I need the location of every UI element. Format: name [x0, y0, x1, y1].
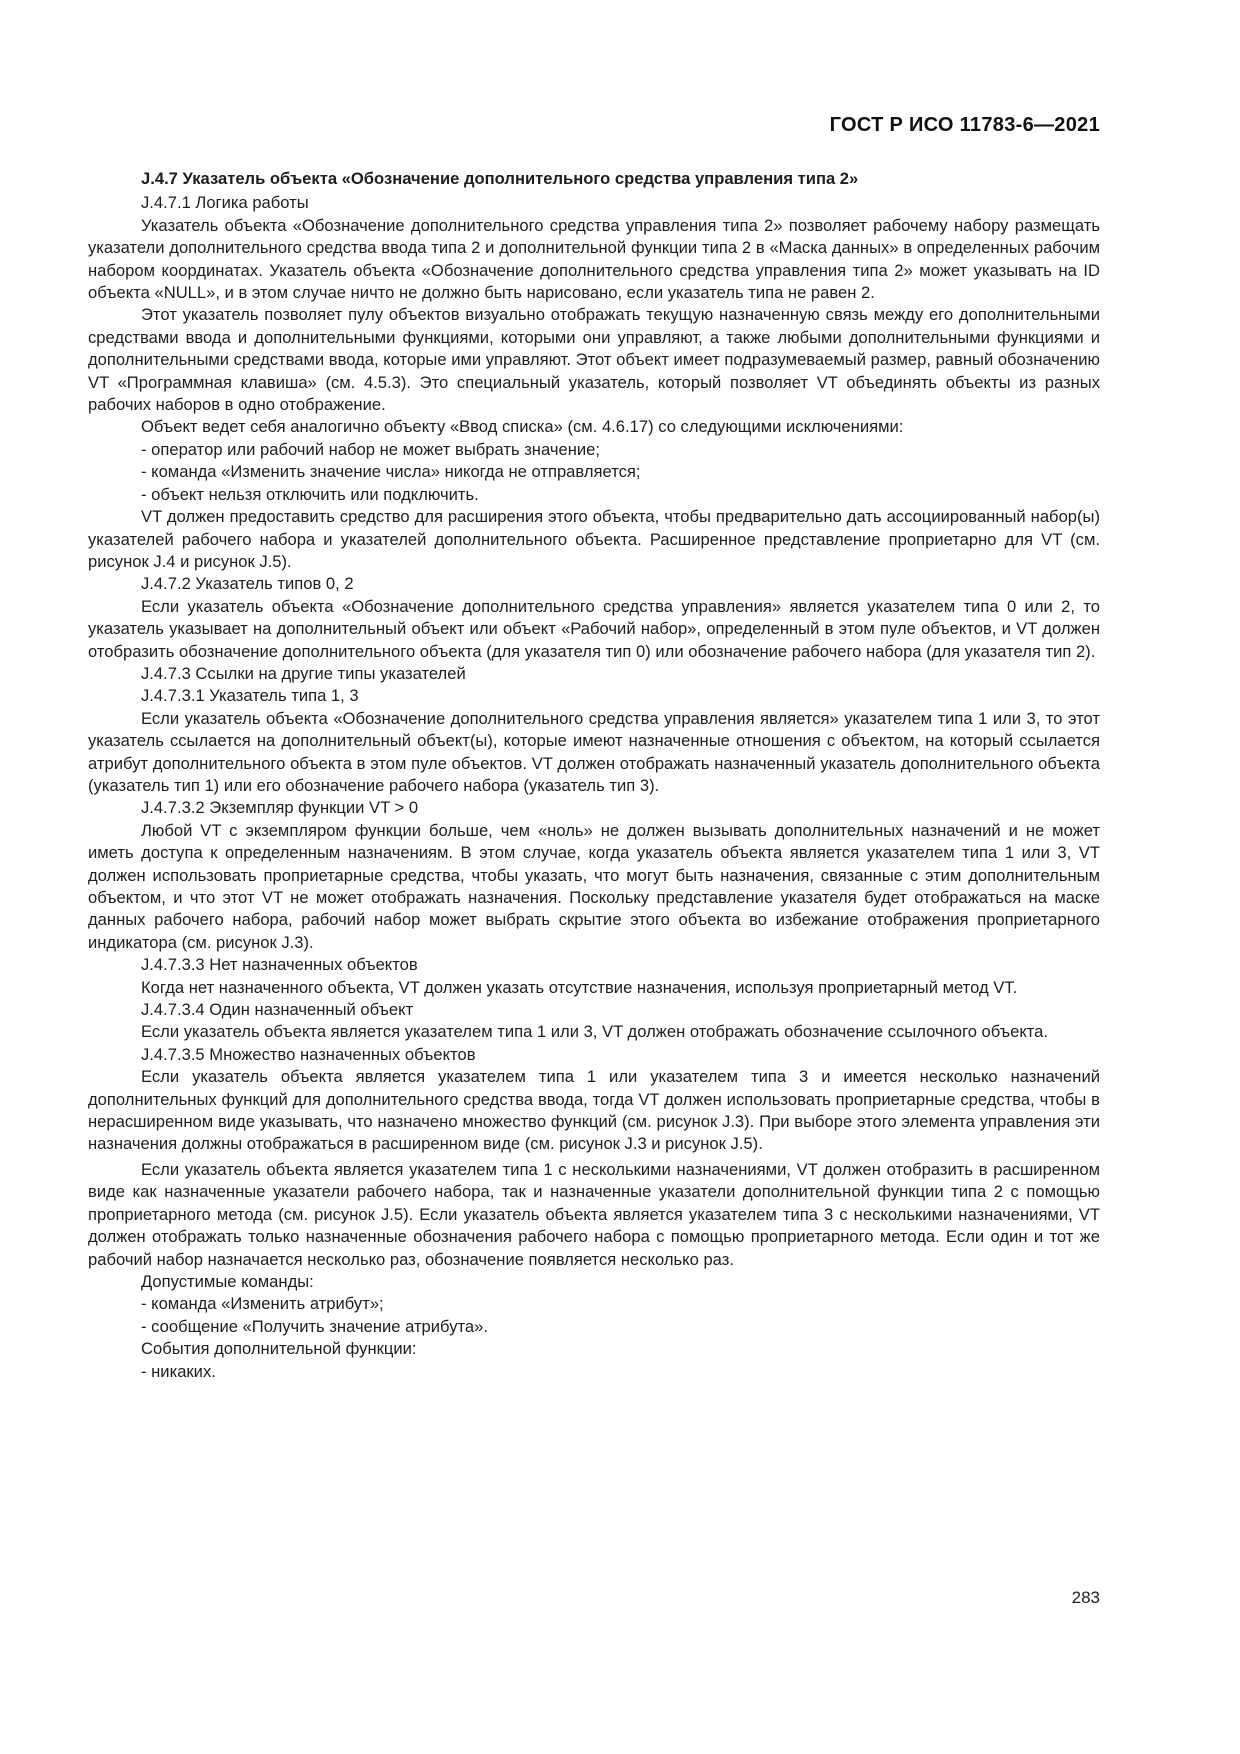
body-paragraph: Если указатель объекта является указателем типа 1 или 3, VT должен отображать обозначение ссылочного объекта. [141, 1022, 1049, 1042]
body-paragraph: Когда нет назначенного объекта, VT должен указать отсутствие назначения, используя проприетарный метод VT. [141, 977, 1018, 997]
subsection-title: Допустимые команды: [141, 1271, 314, 1291]
subsection-title: J.4.7.2 Указатель типов 0, 2 [141, 574, 354, 594]
section-heading: J.4.7 Указатель объекта «Обозначение дополнительного средства управления типа 2» [141, 169, 859, 188]
body-paragraph: VT должен предоставить средство для расширения этого объекта, чтобы предварительно дать ассоциированный набор(ы) указателей рабочего набора и указателей дополнительного объекта. Расширенное представление проприетарно для VT (см. рисунок J.4 и рисунок J.5). [88, 507, 1100, 571]
body-paragraph: Если указатель объекта является указателем типа 1 или указателем типа 3 и имеется несколько назначений дополнительных функций для дополнительного средства ввода, тогда VT должен использовать проприетарные средства, чтобы в нерасширенном виде указывать, что назначено множество функций (см. рисунок J.3). При выборе этого элемента управления эти назначения должны отображаться в расширенном виде (см. рисунок J.3 и рисунок J.5). [88, 1067, 1100, 1154]
list-item: - оператор или рабочий набор не может выбрать значение; [141, 439, 600, 459]
subsection-title: J.4.7.3.5 Множество назначенных объектов [141, 1044, 476, 1064]
subsection-title: События дополнительной функции: [141, 1339, 417, 1359]
body-paragraph: Этот указатель позволяет пулу объектов визуально отображать текущую назначенную связь между его дополнительными средствами ввода и дополнительными функциями, которыми они управляют, а также любыми дополнительными функциями и дополнительными средствами ввода, которые ими управляют. Этот объект имеет подразумеваемый размер, равный обозначению VT «Программная клавиша» (см. 4.5.3). Это специальный указатель, который позволяет VT объединять объекты из разных рабочих наборов в одно отображение. [88, 305, 1100, 415]
list-item: - команда «Изменить атрибут»; [141, 1294, 384, 1314]
body-paragraph: Любой VT с экземпляром функции больше, чем «ноль» не должен вызывать дополнительных назначений и не может иметь доступа к определенным назначениям. В этом случае, когда указатель объекта является указателем типа 1 или 3, VT должен использовать проприетарные средства, чтобы указать, что могут быть назначения, связанные с этим дополнительным объектом, и что этот VT не может отображать назначения. Поскольку представление указателя будет отображаться на маске данных рабочего набора, рабочий набор может выбрать скрытие этого объекта во избежание отображения проприетарного индикатора (см. рисунок J.3). [88, 820, 1100, 952]
body-paragraph: Если указатель объекта «Обозначение дополнительного средства управления является» указателем типа 1 или 3, то этот указатель ссылается на дополнительный объект(ы), которые имеют назначенные отношения с объектом, на который ссылается атрибут дополнительного объекта в этом пуле объектов. VT должен отображать назначенный указатель дополнительного объекта (указатель тип 1) или его обозначение рабочего набора (указатель тип 3). [88, 708, 1100, 795]
body-paragraph: Указатель объекта «Обозначение дополнительного средства управления типа 2» позволяет рабочему набору размещать указатели дополнительного средства ввода типа 2 и дополнительной функции типа 2 в «Маска данных» в определенных рабочим набором координатах. Указатель объекта «Обозначение дополнительного средства управления типа 2» может указывать на ID объекта «NULL», и в этом случае ничто не должно быть нарисовано, если указатель типа не равен 2. [88, 215, 1100, 303]
subsection-title: J.4.7.3.1 Указатель типа 1, 3 [141, 686, 359, 706]
list-item: - команда «Изменить значение числа» никогда не отправляется; [141, 462, 641, 482]
subsection-title: J.4.7.1 Логика работы [141, 193, 309, 213]
page-number: 283 [1071, 1588, 1100, 1607]
body-paragraph: Если указатель объекта «Обозначение дополнительного средства управления» является указателем типа 0 или 2, то указатель указывает на дополнительный объект или объект «Рабочий набор», определенный в этом пуле объектов, и VT должен отобразить обозначение дополнительного объекта (для указателя тип 0) или обозначение рабочего набора (для указателя тип 2). [88, 596, 1100, 661]
document-body [88, 168, 1100, 1383]
list-item: - никаких. [141, 1361, 216, 1381]
list-item: - сообщение «Получить значение атрибута». [141, 1316, 488, 1336]
list-item: - объект нельзя отключить или подключить. [141, 484, 479, 504]
subsection-title: J.4.7.3 Ссылки на другие типы указателей [141, 663, 466, 683]
subsection-title: J.4.7.3.3 Нет назначенных объектов [141, 955, 418, 975]
body-paragraph: Если указатель объекта является указателем типа 1 с несколькими назначениями, VT должен отобразить в расширенном виде как назначенные указатели рабочего набора, так и назначенные указатели дополнительной функции типа 2 с помощью проприетарного метода (см. рисунок J.5). Если указатель объекта является указателем типа 3 с несколькими назначениями, VT должен отображать только назначенные обозначения рабочего набора с помощью проприетарного метода. Если один и тот же рабочий набор назначается несколько раз, обозначение появляется несколько раз. [88, 1159, 1100, 1269]
body-paragraph: Объект ведет себя аналогично объекту «Ввод списка» (см. 4.6.17) со следующими исключениями: [141, 417, 904, 437]
subsection-title: J.4.7.3.2 Экземпляр функции VT > 0 [141, 798, 419, 818]
document-code-header: ГОСТ Р ИСО 11783-6—2021 [829, 114, 1100, 136]
subsection-title: J.4.7.3.4 Один назначенный объект [141, 1000, 414, 1020]
